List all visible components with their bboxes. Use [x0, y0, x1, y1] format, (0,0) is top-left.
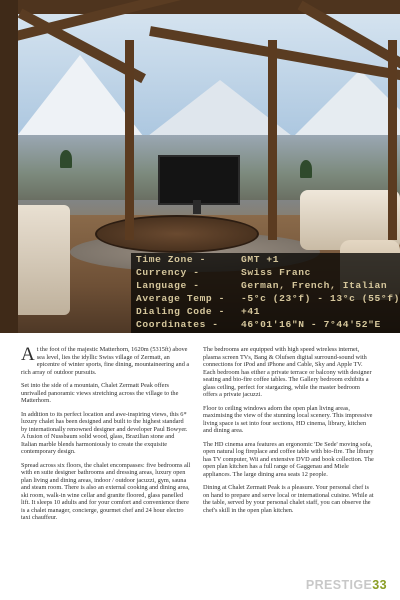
tree-icon — [60, 150, 72, 168]
info-row-average-temp — [136, 293, 398, 306]
article-column-right — [203, 346, 375, 520]
info-label: Currency - — [136, 267, 200, 278]
article-paragraph: The bedrooms are equipped with high speed wireless internet, plasma screen TVs, Bang & Olufsen digital surround-sound with connections for iPod and iPhone and Cable, Sky and Apple TV. Each bedroom has either a private terrace or balcony with designer seating and bio-fire coffee tables. The Gallery bedroom exhibits a glass ceiling, perfect for stargazing, while the master bedroom offers a private jacuzzi. — [203, 346, 372, 398]
article-paragraph — [21, 346, 191, 376]
coffee-table — [95, 215, 259, 253]
drop-cap: A — [21, 344, 35, 365]
magazine-brand: PRESTIGE — [305, 578, 373, 592]
info-value: 46°01'16"N - 7°44'52"E — [241, 319, 381, 330]
article-column-left — [21, 346, 191, 528]
info-value: GMT +1 — [241, 254, 280, 265]
article-paragraph: Floor to ceiling windows adorn the open plan living areas, maximising the view of the stunning local scenery. This impressive living space is set into four sections, HD cinema, library, kitchen and dining area. — [203, 404, 373, 434]
article-paragraph: Set into the side of a mountain, Chalet Zermatt Peak offers unrivalled panoramic views stretching across the village to the Matterhorn. — [21, 382, 179, 404]
window-frame — [0, 0, 18, 333]
info-value: German, French, Italian — [241, 280, 388, 291]
article-paragraph: In addition to its perfect location and awe-inspiring views, this 6* luxury chalet has been designed and built to the highest standard by internationally renowned designer and developer Paul Bowyer. A fusion of Nussbaum solid wood, glass, Brazilian stone and Italian marble blends harmoniously to create the exquisite contemporary design. — [21, 410, 188, 455]
article-paragraph: Dining at Chalet Zermatt Peak is a pleasure. Your personal chef is on hand to prepare and serve local or international cuisine. While at the table, served by your personal chalet staff, you can observe the chef's skill in the open plan kitchen. — [203, 484, 374, 514]
info-label: Time Zone - — [136, 254, 206, 265]
window-frame — [125, 40, 134, 240]
window-frame — [268, 40, 277, 240]
tree-icon — [300, 160, 312, 178]
info-row-dialing-code — [136, 306, 398, 319]
window-frame — [388, 40, 397, 240]
info-label: Coordinates - — [136, 319, 219, 330]
paragraph-text: t the foot of the majestic Matterhorn, 1620m (5315ft) above sea level, lies the idyllic Swiss village of Zermatt, an epicentre of winter sports, fine dining, mountaineering and a rich array of outdoor pursuits. — [21, 346, 190, 376]
info-row-currency — [136, 267, 398, 280]
article-paragraph: The HD cinema area features an ergonomic 'De Sede' moving sofa, open natural log fireplace and coffee table with bio-fire. The library has TV computer, Wii and extensive DVD and book collection. The open plan kitchen has a full range of Gaggenau and Miele appliances. The large dining area seats 12 people. — [203, 440, 374, 478]
page-number: 33 — [372, 578, 387, 592]
info-label: Average Temp - — [136, 293, 226, 304]
info-label: Dialing Code - — [136, 306, 226, 317]
info-row-coordinates — [136, 319, 398, 332]
roof-beam — [0, 0, 400, 14]
info-label: Language - — [136, 280, 200, 291]
television — [158, 155, 240, 205]
info-row-time-zone — [136, 254, 398, 267]
info-value: +41 — [241, 306, 261, 317]
page-folio — [306, 578, 387, 594]
tv-stand — [193, 200, 201, 214]
article-paragraph: Spread across six floors, the chalet encompasses: five bedrooms all with en suite designer bathrooms and dressing areas, luxury open plan living and dining areas, indoor / outdoor jacuzzi, gym, sauna and steam room. There is also an external cooking and dining area, ski room, walk-in wine cellar and granite floored, glass panelled lift. It sleeps 10 adults and for your comfort and convenience there is a chalet manager, concierge, gourmet chef and 24 hour electro taxi chauffeur. — [21, 461, 191, 521]
info-value: -5°c (23°f) - 13°c (55°f) — [241, 293, 400, 304]
info-value: Swiss Franc — [241, 267, 311, 278]
info-row-language — [136, 280, 398, 293]
destination-info-panel — [131, 253, 400, 333]
